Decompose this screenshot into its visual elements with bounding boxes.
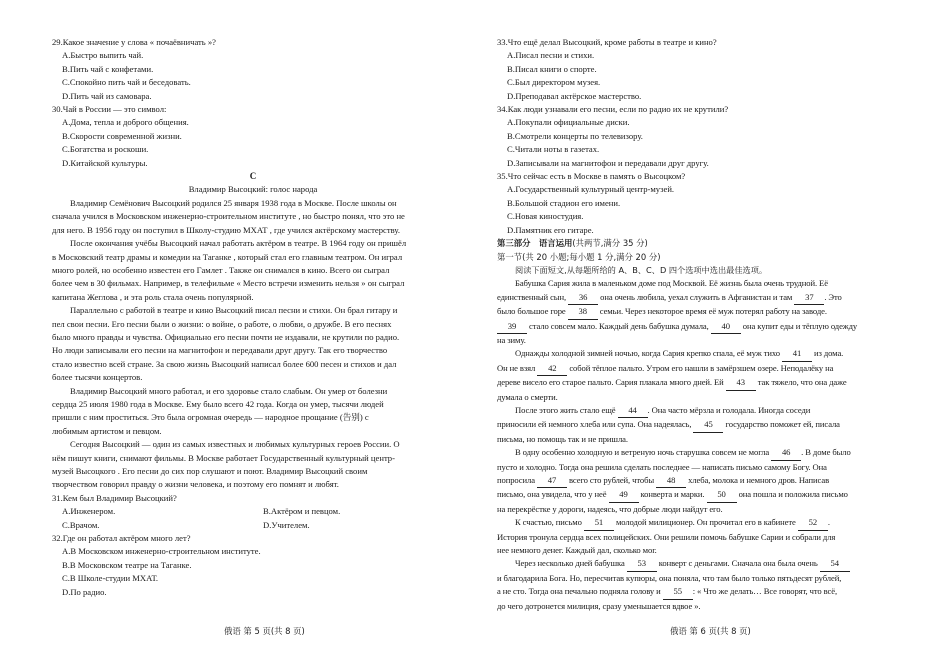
option: D.Китайской культуры. (62, 157, 148, 168)
cloze-line (497, 572, 903, 585)
option: C.В Школе-студии МХАТ. (62, 573, 159, 584)
cloze-line (497, 433, 903, 446)
cloze-line (497, 557, 903, 571)
option: A.Инженером. (62, 506, 116, 517)
cloze-text: нее немного денег. Каждый дал, сколько мог. (497, 545, 657, 556)
cloze-text: Через несколько дней бабушка (515, 558, 627, 569)
article-title: Владимир Высоцкий: голос народа (188, 184, 318, 195)
cloze-blank: 53 (627, 557, 657, 571)
cloze-line (497, 291, 903, 305)
article-line: сердца 25 июля 1980 года в Москве. Ему было всего 42 года. Когда он умер, тысячи людей (52, 398, 384, 409)
cloze-text: . (827, 517, 830, 528)
cloze-blank: 36 (568, 291, 598, 305)
cloze-text: После этого жить стало ещё (515, 404, 618, 415)
article-line: Владимир Семёнович Высоцкий родился 25 января 1938 года в Москве. После школы он (70, 197, 397, 208)
cloze-line (497, 277, 903, 290)
article-line: нём пишут книги, снимают фильмы. В Москве работает Государственный культурный центр- (52, 452, 395, 463)
page-footer-left: 俄语 第 5 页(共 8 页) (224, 626, 305, 636)
article-line: много ролей, но особенно известен его Гамлет . Также он снимался в кино. Всего он сыграл (52, 264, 390, 275)
cloze-text: Он не взял (497, 362, 538, 373)
question-35-stem: 35.Что сейчас есть в Москве в память о Высоцком? (497, 171, 686, 182)
section-one-heading (497, 251, 903, 264)
cloze-text: конверта и марки. (638, 489, 707, 500)
cloze-blank: 38 (568, 305, 598, 319)
cloze-blank: 39 (497, 320, 527, 334)
cloze-text: на зиму. (497, 334, 526, 345)
cloze-text: . Это (824, 291, 842, 302)
article-line: Владимир Высоцкий много работал, и его здоровье стало слабым. Он умер от болезни (70, 385, 388, 396)
cloze-text: на перекрёстке у дороги, надеясь, что добрые люди найдут его. (497, 503, 723, 514)
cloze-text: : « Что же делать… Все говорят, что всё, (692, 586, 837, 597)
cloze-text: приносили ей немного хлеба или супа. Она надеялась, (497, 419, 694, 430)
part-three-heading (497, 237, 903, 250)
cloze-line (497, 418, 903, 432)
cloze-line (497, 600, 903, 613)
cloze-text: Бабушка Сария жила в маленьком доме под Москвой. Её жизнь была очень трудной. Её (515, 278, 828, 289)
cloze-text: стало совсем мало. Каждый день бабушка думала, (527, 320, 711, 331)
option: C.Новая киностудия. (507, 211, 584, 222)
option: C.Врачом. (62, 519, 100, 530)
article-line: Параллельно с работой в театре и кино Высоцкий писал песни и стихи. Он брал гитару и (70, 305, 398, 316)
cloze-line (497, 305, 903, 319)
cloze-blank: 55 (663, 585, 693, 599)
option: D.Пить чай из самовара. (62, 90, 152, 101)
option: B.Писал книги о спорте. (507, 63, 597, 74)
article-line: творчеством говорил правду о жизни человека, и поэтому его помнят и любят. (52, 479, 339, 490)
cloze-blank: 51 (584, 516, 614, 530)
section-one-title: 第一节 (497, 251, 523, 262)
option: B.Большой стадион его имени. (507, 197, 621, 208)
option: C.Спокойно пить чай и беседовать. (62, 77, 191, 88)
right-page (497, 36, 903, 613)
section-one-note: (共 20 小题;每小题 1 分,满分 20 分) (522, 251, 661, 262)
article-line: капитана Жеглова , и эта роль стала очень популярной. (52, 291, 254, 302)
cloze-line (497, 404, 903, 418)
cloze-line (497, 391, 903, 404)
cloze-blank: 52 (798, 516, 828, 530)
page-footer-right: 俄语 第 6 页(共 8 页) (670, 626, 751, 636)
cloze-text: она очень любила, уехал служить в Афганистан и там (598, 291, 795, 302)
cloze-passage (497, 277, 903, 613)
option: B.Актёром и певцом. (263, 506, 341, 517)
cloze-text: из дома. (811, 348, 844, 359)
cloze-text: пусто и холодно. Тогда она решила сделать последнее — написать письмо самому Богу. Она (497, 461, 827, 472)
cloze-text: молодой милиционер. Он прочитал его в кабинете (613, 517, 798, 528)
article-line: Сегодня Высоцкий — один из самых известных и любимых культурных героев России. О (70, 439, 400, 450)
cloze-blank: 47 (537, 474, 567, 488)
question-34-stem: 34.Как люди узнавали его песни, если по радио их не крутили? (497, 104, 729, 115)
cloze-line (497, 516, 903, 530)
cloze-text: она пошла и положила письмо (736, 489, 848, 500)
cloze-text: дереве висело его старое пальто. Сария плакала много дней. Ей (497, 377, 726, 388)
left-page (52, 36, 454, 599)
cloze-text: письмо, она увидела, что у неё (497, 489, 609, 500)
option: D.Записывали на магнитофон и передавали друг другу. (507, 157, 709, 168)
cloze-text: хлеба, молока и немного дров. Написав (686, 475, 830, 485)
cloze-text: государство поможет ей, писала (723, 419, 840, 430)
cloze-text: письма, но помощь так и не пришла. (497, 433, 628, 444)
article-line: для него. В 1956 году он поступил в Школу-студию МХАТ , где учился актёрскому мастерству. (52, 224, 400, 235)
option: D.Преподавал актёрское мастерство. (507, 90, 642, 101)
cloze-line (497, 488, 903, 502)
article-line: пришли с ним проститься. Это была огромная очередь — народное прощание (告别) с (52, 412, 369, 423)
cloze-line (497, 320, 903, 334)
cloze-blank: 46 (771, 446, 801, 460)
option: D.По радио. (62, 586, 107, 597)
cloze-text: она купит еды и тёплую одежду (740, 320, 858, 331)
cloze-line (497, 376, 903, 390)
option: A.В Московском инженерно-строительном институте. (62, 546, 261, 557)
cloze-text: семьи. Через некоторое время её муж потерял работу на заводе. (597, 306, 827, 317)
cloze-line (497, 585, 903, 599)
cloze-text: всего сто рублей, чтобы (566, 475, 657, 485)
cloze-blank: 48 (656, 474, 686, 488)
cloze-line (497, 531, 903, 544)
cloze-text: до чего дотронется милиция, сразу уменьшается вдвое ». (497, 600, 701, 611)
cloze-text: думала о смерти. (497, 391, 558, 402)
option: B.Пить чай с конфетами. (62, 63, 154, 74)
cloze-text: К счастью, письмо (515, 517, 584, 528)
article-line: Но люди записывали его песни на магнитофон и передавали друг другу. Так его творчество (52, 345, 388, 356)
option: C.Читали ноты в газетах. (507, 144, 600, 155)
section-one-instruction: 阅读下面短文,从每题所给的 A、B、C、D 四个选项中选出最佳选项。 (515, 264, 768, 275)
cloze-blank: 43 (726, 376, 756, 390)
cloze-line (497, 544, 903, 557)
cloze-line (497, 446, 903, 460)
cloze-text: . Она часто мёрзла и голодала. Иногда соседи (647, 404, 811, 415)
article-line: сначала учился в Московском инженерно-строительном институте , но быстро понял, что это не (52, 211, 405, 222)
cloze-text: В одну особенно холодную и ветреную ночь старушка совсем не могла (515, 447, 772, 458)
option: A.Быстро выпить чай. (62, 50, 144, 61)
cloze-text: История тронула сердца всех полицейских. Они решили помочь бабушке Сарии и собрали для (497, 531, 836, 542)
option: C.Был директором музея. (507, 77, 601, 88)
question-29-stem: 29.Какое значение у слова « почаёвничать »? (52, 37, 216, 47)
cloze-blank: 41 (782, 347, 812, 361)
cloze-blank: 40 (711, 320, 741, 334)
cloze-blank: 37 (794, 291, 824, 305)
cloze-blank: 49 (609, 488, 639, 502)
cloze-line (497, 474, 903, 488)
cloze-text: попросила (497, 475, 537, 485)
article-line: пел свои песни. Его песни были о жизни: о войне, о работе, о любви, о дружбе. В его песнях (52, 318, 392, 329)
cloze-blank: 42 (537, 362, 567, 376)
article-line: более чем в 30 фильмах. Например, в телефильме « Место встречи изменить нельзя » он сыграл (52, 278, 405, 289)
cloze-blank: 54 (820, 557, 850, 571)
article-body (52, 197, 454, 492)
option: A.Покупали официальные диски. (507, 117, 630, 128)
cloze-blank: 50 (707, 488, 737, 502)
cloze-line (497, 334, 903, 347)
cloze-line (497, 362, 903, 376)
question-32-stem: 32.Где он работал актёром много лет? (52, 533, 191, 544)
cloze-text: . В доме было (801, 447, 851, 458)
cloze-text: и благодарила Бога. Но, пересчитав купюры, она поняла, что там было только пятьдесят рублей, (497, 572, 842, 583)
cloze-text: так тяжело, что она даже (755, 377, 847, 388)
cloze-text: Однажды холодной зимней ночью, когда Сария крепко спала, её муж тихо (515, 348, 782, 359)
section-letter: C (249, 171, 257, 182)
cloze-text: конверт с деньгами. Сначала она была очень (656, 558, 820, 569)
cloze-blank: 44 (618, 404, 648, 418)
cloze-text: а не сто. Тогда она печально подняла голову и (497, 586, 663, 597)
cloze-text: было большое горе (497, 306, 568, 317)
article-line: После окончания учёбы Высоцкий начал работать актёром в театре. В 1964 году он пришёл (70, 238, 407, 249)
question-30-stem: 30.Чай в России — это символ: (52, 104, 167, 115)
part-three-title: 第三部分 语言运用 (497, 238, 573, 249)
part-three-note: (共两节,满分 35 分) (572, 238, 648, 249)
option: B.Смотрели концерты по телевизору. (507, 130, 643, 141)
option: B.В Московском театре на Таганке. (62, 559, 192, 570)
option: A.Государственный культурный центр-музей. (507, 184, 675, 195)
cloze-text: единственный сын, (497, 291, 569, 302)
article-line: было много правды и чувства. Официально его песни почти не издавали, не крутили по радио. (52, 331, 400, 342)
option: B.Скорости современной жизни. (62, 130, 182, 141)
article-line: любимым артистом и певцом. (52, 425, 162, 436)
article-line: стало известно всей стране. За свою жизнь Высоцкий написал более 600 песен и стихов и дал (52, 358, 397, 369)
article-line: более тысячи концертов. (52, 372, 143, 383)
cloze-text: собой тёплое пальто. Утром его нашли в замёрзшем озере. Неподалёку на (567, 362, 834, 373)
article-line: в Московский театр драмы и комедии на Таганке , который стал его главным театром. Он играл (52, 251, 403, 262)
option: C.Богатства и роскоши. (62, 144, 149, 155)
option: A.Дома, тепла и доброго общения. (62, 117, 189, 128)
cloze-blank: 45 (693, 418, 723, 432)
article-line: музей Высоцкого . Его песни до сих пор слушают и поют. Владимир Высоцкий своим (52, 466, 368, 476)
question-31-stem: 31.Кем был Владимир Высоцкий? (52, 492, 177, 503)
option: D.Памятник его гитаре. (507, 224, 594, 235)
cloze-line (497, 347, 903, 361)
options-row (52, 519, 454, 532)
options-row (52, 505, 454, 518)
option: D.Учителем. (263, 519, 310, 530)
question-33-stem: 33.Что ещё делал Высоцкий, кроме работы в театре и кино? (497, 37, 717, 47)
option: A.Писал песни и стихи. (507, 50, 595, 61)
cloze-line (497, 461, 903, 474)
cloze-line (497, 503, 903, 516)
